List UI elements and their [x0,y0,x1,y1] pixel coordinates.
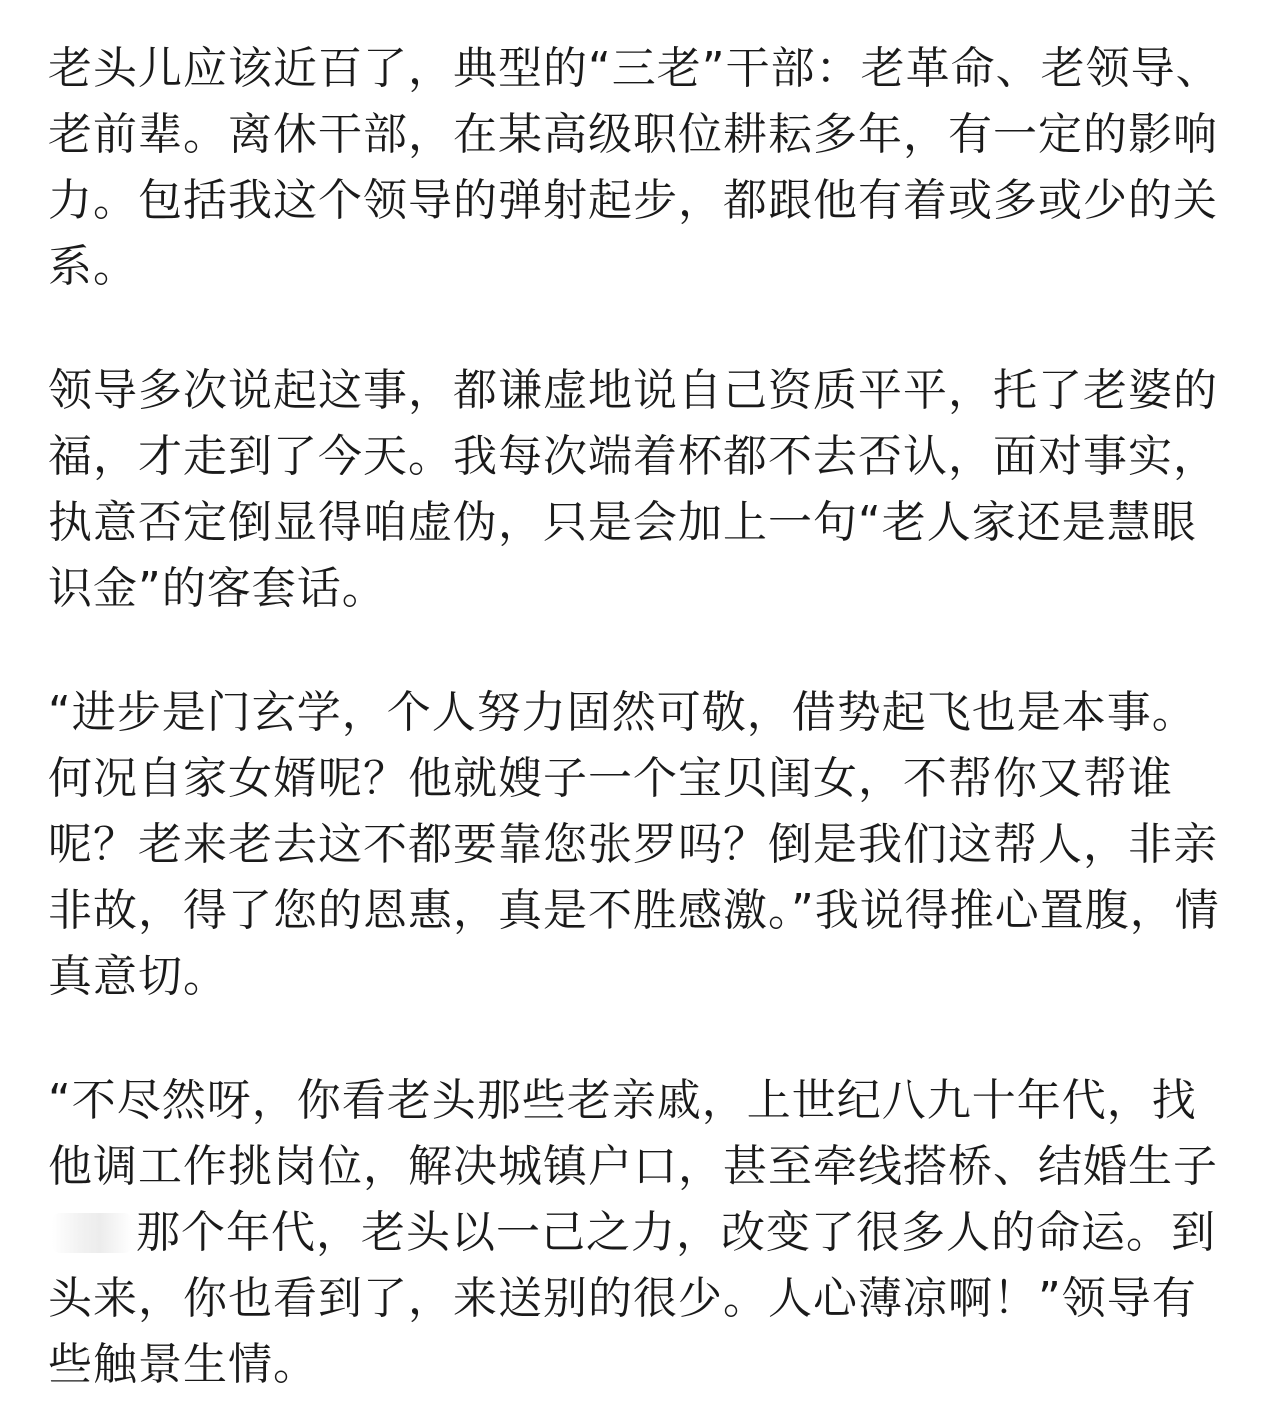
paragraph-4-after-mark: 那个年代，老头以一己之力，改变了很多人的命运。到头来，你也看到了，来送别的很少。人心薄凉啊！”领导有些触景生情。 [48,1207,1216,1390]
paragraph-4-before-mark: “不尽然呀，你看老头那些老亲戚，上世纪八九十年代，找他调工作挑岗位，解决城镇户口，甚至牵线搭桥、结婚生子 [48,1075,1218,1192]
paragraph-1: 老头儿应该近百了，典型的“三老”干部：老革命、老领导、老前辈。离休干部，在某高级职位耕耘多年，有一定的影响力。包括我这个领导的弹射起步，都跟他有着或多或少的关系。 [48,43,1221,292]
blurred-watermark [52,1213,132,1253]
paragraph-4 [48,1068,1238,1398]
paragraph-3: “进步是门玄学，个人努力固然可敬，借势起飞也是本事。何况自家女婿呢？他就嫂子一个宝贝闺女，不帮你又帮谁呢？老来老去这不都要靠您张罗吗？倒是我们这帮人，非亲非故，得了您的恩惠，真是不胜感激。”我说得推心置腹，情真意切。 [48,687,1220,1002]
paragraph-2: 领导多次说起这事，都谦虚地说自己资质平平，托了老婆的福，才走到了今天。我每次端着杯都不去否认，面对事实，执意否定倒显得咱虚伪，只是会加上一句“老人家还是慧眼识金”的客套话。 [48,365,1218,614]
article-body [48,36,1238,1398]
